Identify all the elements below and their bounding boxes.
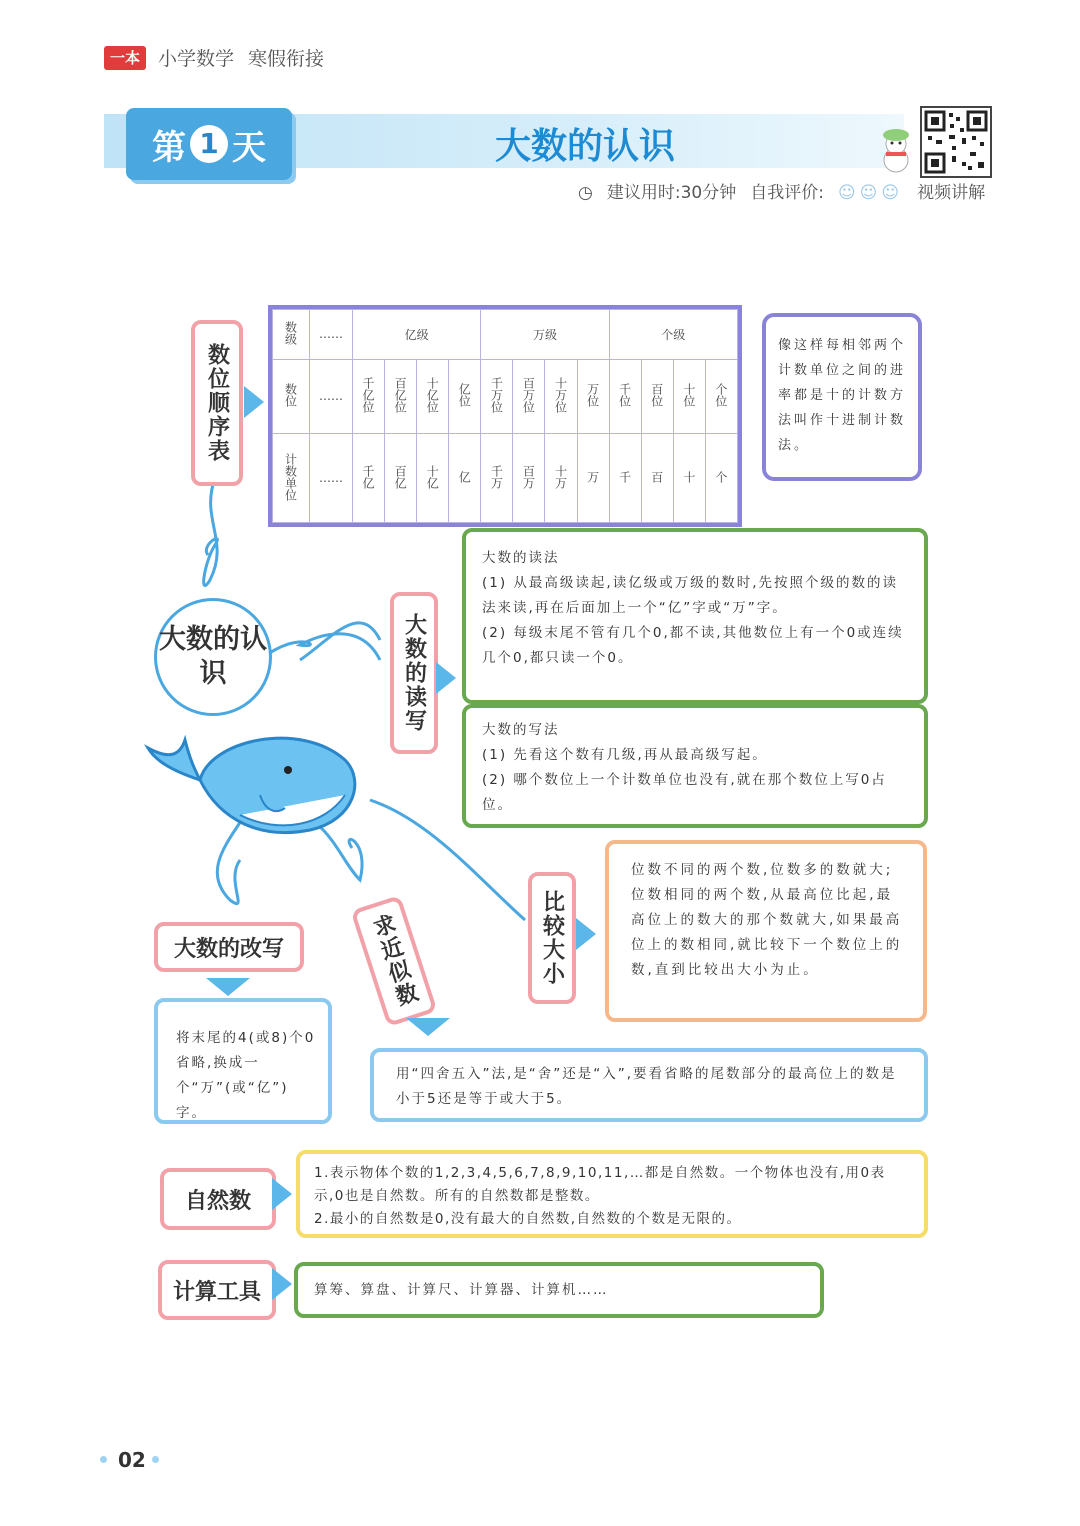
places-row	[273, 359, 738, 433]
compare-box: 位数不同的两个数,位数多的数就大;位数相同的两个数,从最高位比起,最高位上的数大的那个数就大,如果最高位上的数相同,就比较下一个数位上的数,直到比较出大小为止。	[605, 840, 927, 1022]
unit-cell: 十万	[545, 434, 577, 523]
tools-label: 计算工具	[158, 1260, 276, 1320]
row-header-place: 数位	[273, 359, 310, 433]
unit-cell: 个	[705, 434, 737, 523]
place-cell: 千亿位	[353, 359, 385, 433]
page-dot	[100, 1456, 107, 1463]
whale-icon	[140, 700, 370, 850]
place-cell: 百万位	[513, 359, 545, 433]
rewrite-label: 大数的改写	[154, 922, 304, 972]
place-cell: 十亿位	[417, 359, 449, 433]
reading-box	[462, 528, 928, 704]
writing-title: 大数的写法	[482, 722, 560, 738]
place-cell: 千万位	[481, 359, 513, 433]
place-cell: 万位	[577, 359, 609, 433]
arrow-right-icon	[272, 1178, 292, 1210]
level-yi: 亿级	[353, 310, 481, 360]
writing-rule-1: (1) 先看这个数有几级,再从最高级写起。	[482, 747, 768, 763]
unit-cell: 万	[577, 434, 609, 523]
arrow-right-icon	[436, 662, 456, 694]
rating-faces-icon[interactable]: ☺☺☺	[837, 183, 904, 203]
page-dot	[152, 1456, 159, 1463]
dots-cell: ……	[310, 310, 353, 360]
place-cell: 十万位	[545, 359, 577, 433]
center-bubble: 大数的认识	[154, 598, 272, 716]
unit-cell: 千万	[481, 434, 513, 523]
day-prefix: 第	[152, 127, 186, 168]
clock-icon: ◷	[578, 183, 593, 203]
series-label: 寒假衔接	[248, 48, 325, 70]
page-title: 大数的认识	[494, 126, 675, 167]
unit-cell: 百亿	[385, 434, 417, 523]
writing-rule-2: (2) 哪个数位上一个计数单位也没有,就在那个数位上写0占位。	[482, 772, 887, 813]
place-cell: 个位	[705, 359, 737, 433]
dots-cell: ……	[310, 359, 353, 433]
row-header-unit: 计数单位	[273, 434, 310, 523]
unit-cell: 百万	[513, 434, 545, 523]
place-cell: 亿位	[449, 359, 481, 433]
natural-label: 自然数	[160, 1168, 276, 1230]
reading-rule-2: (2) 每级末尾不管有几个0,都不读,其他数位上有一个0或连续几个0,都只读一个0。	[482, 625, 904, 666]
units-row	[273, 434, 738, 523]
reading-title: 大数的读法	[482, 550, 560, 566]
level-ge: 个级	[609, 310, 737, 360]
place-value-table	[268, 305, 742, 527]
place-table-label: 数位顺序表	[191, 320, 243, 486]
decimal-system-note: 像这样每相邻两个计数单位之间的进率都是十的计数方法叫作十进制计数法。	[762, 313, 922, 481]
rewrite-box: 将末尾的4(或8)个0省略,换成一个“万”(或“亿”)字。	[154, 998, 332, 1124]
compare-label: 比较大小	[528, 872, 576, 1004]
unit-cell: 亿	[449, 434, 481, 523]
day-suffix: 天	[232, 127, 266, 168]
self-eval-label: 自我评价:	[750, 183, 824, 203]
read-write-label: 大数的读写	[390, 592, 438, 754]
day-number: 1	[190, 125, 228, 163]
suggested-time: 建议用时:30分钟	[606, 183, 737, 203]
place-cell: 百亿位	[385, 359, 417, 433]
natural-line-2: 2.最小的自然数是0,没有最大的自然数,自然数的个数是无限的。	[314, 1211, 742, 1227]
page-number: 02	[118, 1448, 146, 1472]
approx-label: 求近似数	[350, 895, 437, 1027]
natural-line-1: 1.表示物体个数的1,2,3,4,5,6,7,8,9,10,11,…都是自然数。一个物体也没有,用0表示,0也是自然数。所有的自然数都是整数。	[314, 1165, 886, 1204]
subject-label: 小学数学	[158, 48, 235, 70]
video-link[interactable]: 视频讲解	[917, 183, 986, 203]
unit-cell: 十亿	[417, 434, 449, 523]
unit-cell: 千亿	[353, 434, 385, 523]
unit-cell: 千	[609, 434, 641, 523]
unit-cell: 百	[641, 434, 673, 523]
dots-cell: ……	[310, 434, 353, 523]
arrow-right-icon	[576, 918, 596, 950]
natural-box	[296, 1150, 928, 1238]
level-wan: 万级	[481, 310, 609, 360]
writing-box	[462, 704, 928, 828]
series-badge: 一本	[104, 46, 146, 70]
arrow-down-icon	[206, 978, 250, 996]
unit-cell: 十	[673, 434, 705, 523]
row-header-level: 数级	[273, 310, 310, 360]
arrow-right-icon	[244, 386, 264, 418]
tools-box: 算筹、算盘、计算尺、计算器、计算机……	[294, 1262, 824, 1318]
reading-rule-1: (1) 从最高级读起,读亿级或万级的数时,先按照个级的数的读法来读,再在后面加上一个“亿”字或“万”字。	[482, 575, 898, 616]
place-cell: 十位	[673, 359, 705, 433]
approx-box: 用“四舍五入”法,是“舍”还是“入”,要看省略的尾数部分的最高位上的数是小于5还是等于或大于5。	[370, 1048, 928, 1122]
arrow-right-icon	[272, 1268, 292, 1300]
place-cell: 百位	[641, 359, 673, 433]
place-cell: 千位	[609, 359, 641, 433]
arrow-down-icon	[406, 1018, 450, 1036]
